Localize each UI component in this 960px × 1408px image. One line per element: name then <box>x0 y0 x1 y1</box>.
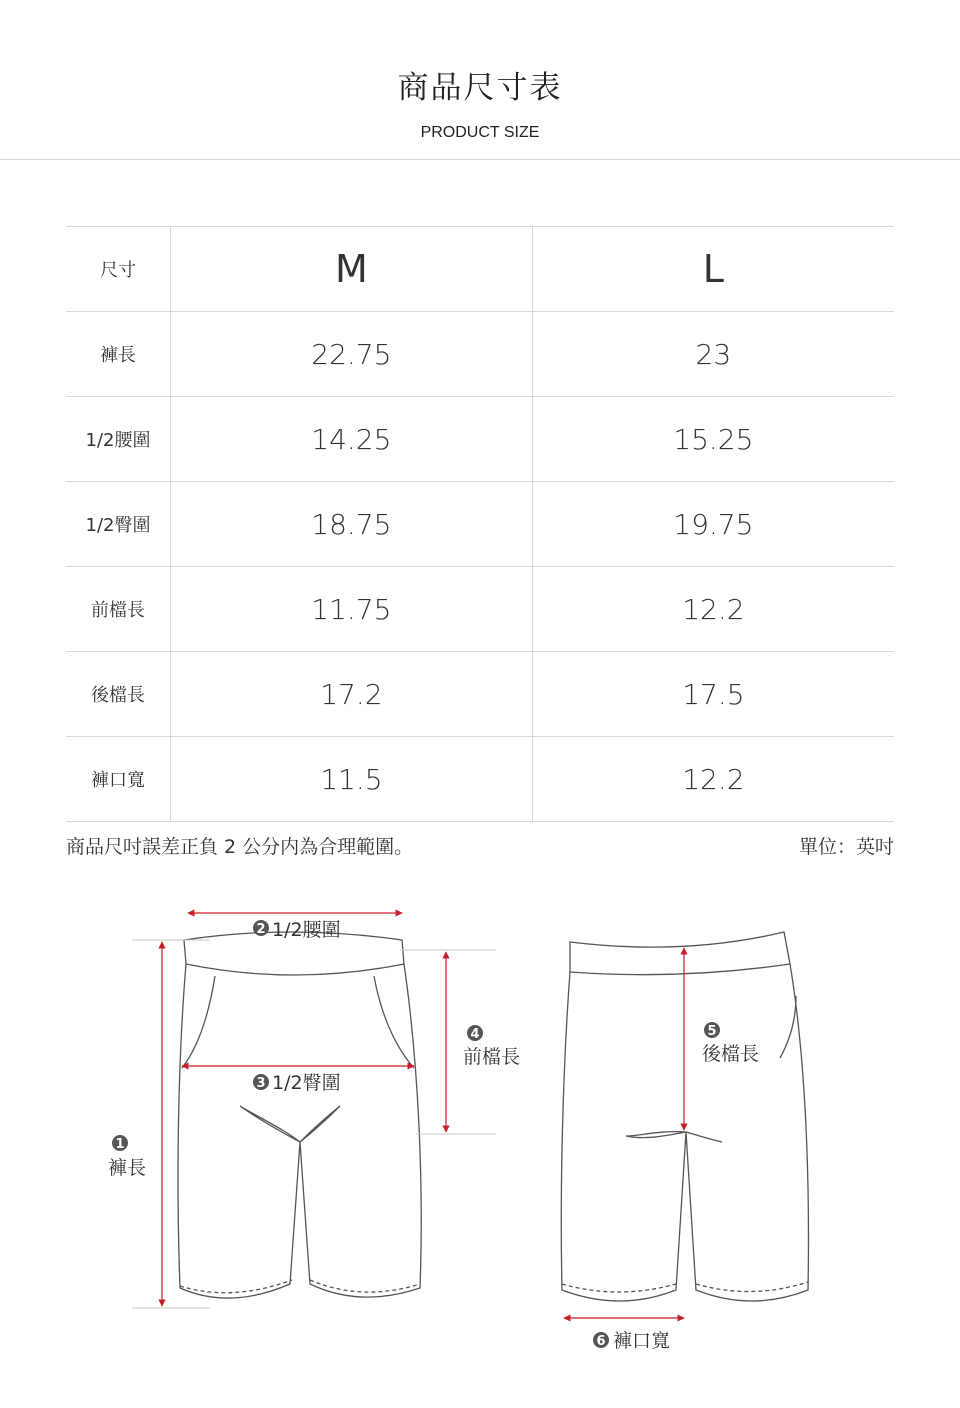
corner-label: 尺寸 <box>66 227 171 312</box>
page-subtitle: PRODUCT SIZE <box>420 124 540 141</box>
svg-text:4: 4 <box>470 1027 480 1042</box>
row-label: 1/2臀圍 <box>66 482 171 567</box>
svg-text:前檔長: 前檔長 <box>463 1046 521 1068</box>
front-shorts-drawing <box>178 932 421 1298</box>
guide-lines <box>132 940 496 1308</box>
svg-text:後檔長: 後檔長 <box>702 1043 760 1065</box>
svg-text:1/2臀圍: 1/2臀圍 <box>272 1072 341 1094</box>
cell-l: 19.75 <box>532 482 894 567</box>
cell-m: 11.5 <box>171 737 533 822</box>
cell-l: 12.2 <box>532 737 894 822</box>
header-divider <box>0 159 960 160</box>
table-row <box>66 567 894 652</box>
table-row <box>66 652 894 737</box>
unit-label: 單位：英吋 <box>798 836 894 858</box>
back-shorts-drawing <box>561 932 808 1301</box>
row-label: 前檔長 <box>66 567 171 652</box>
row-label: 1/2腰圍 <box>66 397 171 482</box>
page-title: 商品尺寸表 <box>397 70 563 106</box>
size-table <box>66 226 894 822</box>
svg-text:2: 2 <box>256 922 266 937</box>
label-front-rise <box>463 1025 520 1068</box>
row-label: 後檔長 <box>66 652 171 737</box>
svg-text:3: 3 <box>256 1076 266 1091</box>
cell-l: 12.2 <box>532 567 894 652</box>
cell-l: 15.25 <box>532 397 894 482</box>
svg-text:5: 5 <box>707 1024 717 1039</box>
svg-text:1/2腰圍: 1/2腰圍 <box>272 919 341 941</box>
column-header-m: M <box>171 227 533 312</box>
label-pants-length <box>108 1135 146 1179</box>
column-header-l: L <box>532 227 894 312</box>
cell-m: 14.25 <box>171 397 533 482</box>
cell-m: 18.75 <box>171 482 533 567</box>
svg-text:6: 6 <box>596 1334 606 1349</box>
row-label: 褲口寬 <box>66 737 171 822</box>
cell-m: 17.2 <box>171 652 533 737</box>
table-row <box>66 737 894 822</box>
cell-l: 17.5 <box>532 652 894 737</box>
svg-text:褲口寬: 褲口寬 <box>613 1330 671 1352</box>
table-row <box>66 482 894 567</box>
label-half-waist <box>253 919 341 941</box>
label-back-rise <box>702 1022 759 1065</box>
svg-text:褲長: 褲長 <box>108 1157 147 1179</box>
cell-l: 23 <box>532 312 894 397</box>
svg-text:1: 1 <box>115 1137 125 1152</box>
row-label: 褲長 <box>66 312 171 397</box>
table-row <box>66 312 894 397</box>
measurement-diagram <box>0 880 960 1380</box>
table-header-row <box>66 227 894 312</box>
tolerance-note: 商品尺吋誤差正負 2 公分内為合理範圍。 <box>66 836 414 858</box>
cell-m: 11.75 <box>171 567 533 652</box>
cell-m: 22.75 <box>171 312 533 397</box>
label-leg-opening <box>593 1330 670 1352</box>
label-half-hip <box>253 1072 341 1094</box>
table-row <box>66 397 894 482</box>
